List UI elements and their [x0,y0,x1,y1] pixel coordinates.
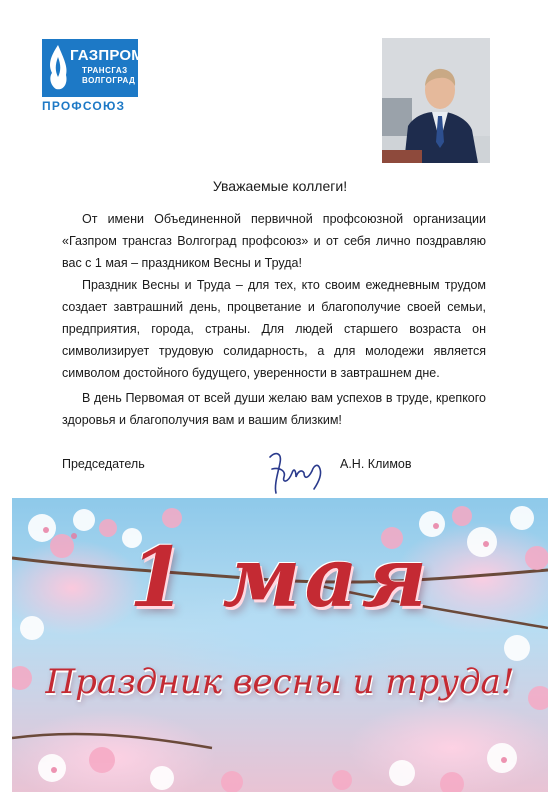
paragraph-text: От имени Объединенной первичной профсоюзной организации «Газпром трансгаз Волгоград профсоюз» и от себя лично поздравляю вас с 1 мая – праздником Весны и Труда! [62,212,486,270]
logo-subtitle-2: ВОЛГОГРАД [82,76,136,85]
signer-name: А.Н. Климов [340,457,412,471]
logo-badge [42,39,144,97]
paragraph-text: В день Первомая от всей души желаю вам успехов в труде, крепкого здоровья и благополучия вам и вашим близким! [62,391,486,427]
logo-union-label: ПРОФСОЮЗ [42,99,126,113]
logo-subtitle-1: ТРАНСГАЗ [82,66,128,75]
may-day-banner [12,498,548,792]
letter-greeting: Уважаемые коллеги! [212,178,348,194]
signer-title: Председатель [62,457,145,471]
gazprom-union-logo [42,39,144,113]
banner-date: 1 мая [129,530,431,626]
handwritten-signature [262,449,332,499]
letter-paragraph-1 [62,208,486,274]
letter-paragraph-3 [62,387,486,431]
flame-icon [46,43,70,93]
banner-tagline: Праздник весны и труда! [45,662,515,702]
logo-brand-name: ГАЗПРОМ [70,47,144,64]
chairman-photo [382,38,490,163]
letter-paragraph-2 [62,274,486,384]
paragraph-text: Праздник Весны и Труда – для тех, кто своим ежедневным трудом создает завтрашний день, процветание и благополучие своей семьи, предприятия, города, страны. Для людей старшего возраста он символизирует трудовую солидарность, а для молодежи является символом достойного будущего, уверенности в завтрашнем дне. [62,278,486,380]
